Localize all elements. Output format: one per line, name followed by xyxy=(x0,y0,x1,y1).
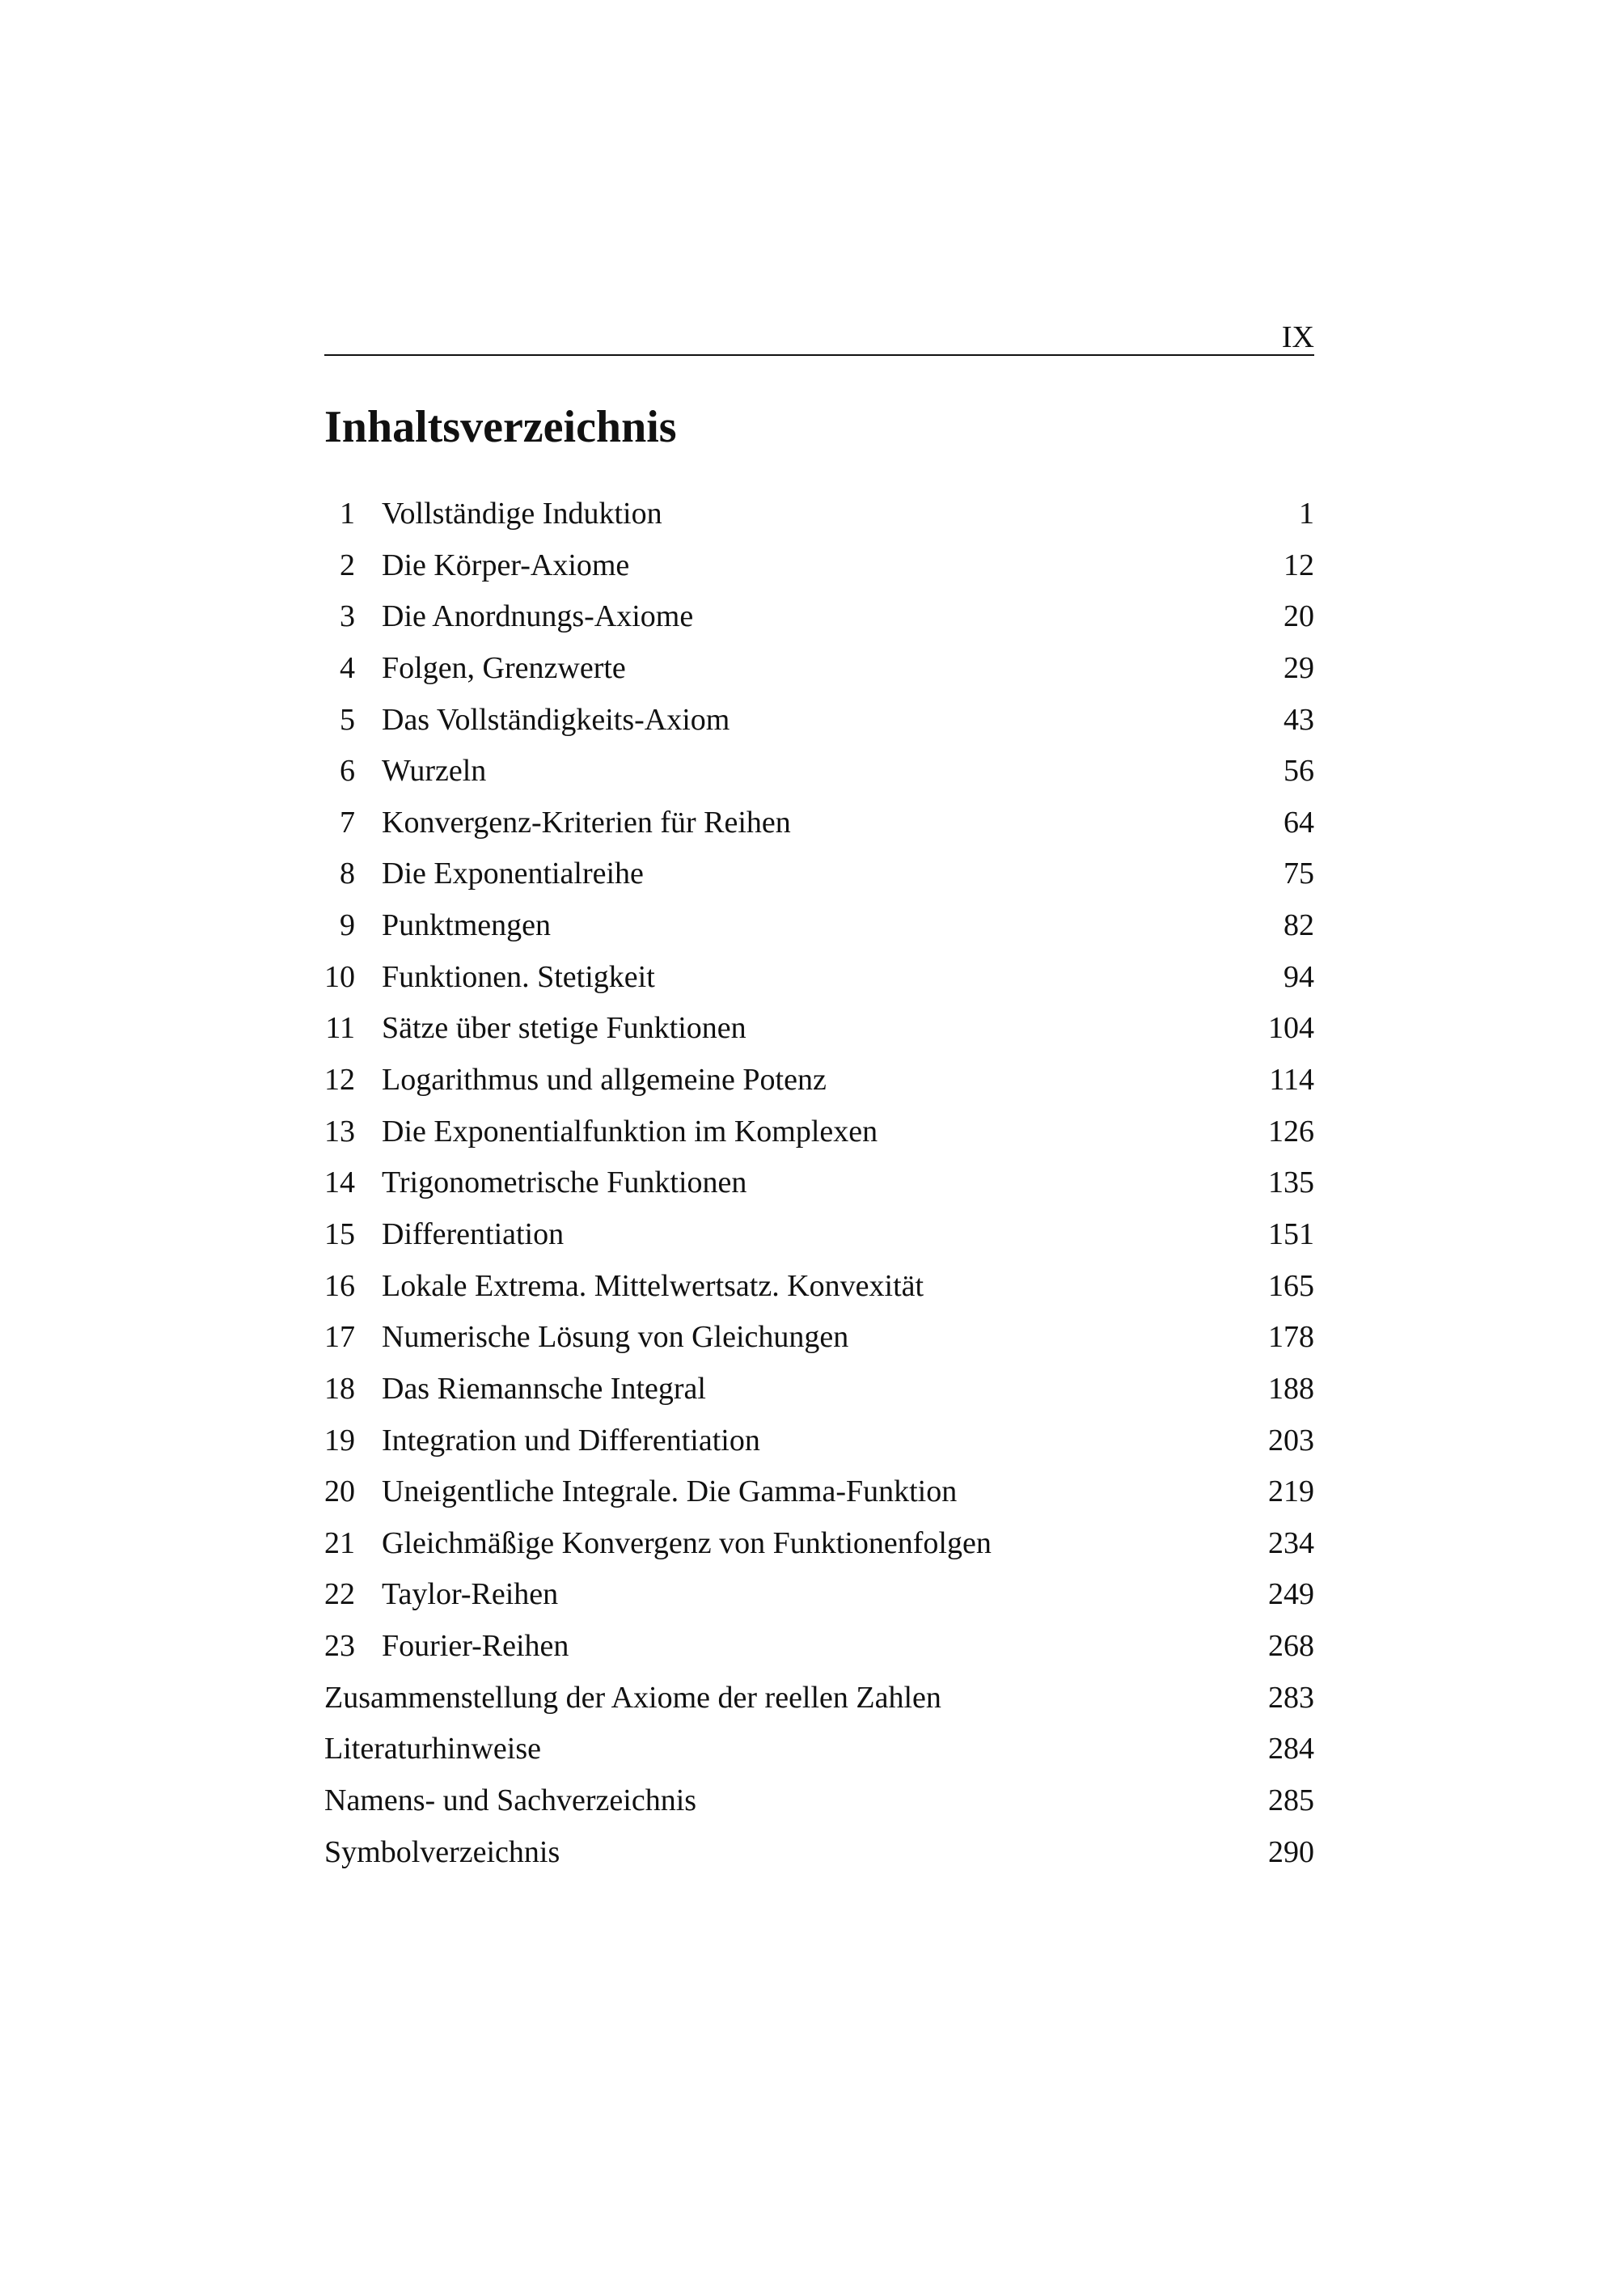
chapter-number: 12 xyxy=(324,1063,355,1098)
chapter-title: Sätze über stetige Funktionen xyxy=(382,1011,746,1046)
toc-chapter-5[interactable] xyxy=(324,695,1314,747)
chapter-title: Differentiation xyxy=(382,1216,565,1251)
header-rule xyxy=(324,354,1314,356)
appendix-page: 285 xyxy=(1268,1783,1314,1818)
chapter-title: Uneigentliche Integrale. Die Gamma-Funktion xyxy=(382,1474,958,1509)
chapter-number: 2 xyxy=(340,548,355,582)
chapter-number: 9 xyxy=(340,908,355,943)
toc-chapter-21[interactable] xyxy=(324,1518,1314,1570)
chapter-number: 6 xyxy=(340,754,355,789)
appendix-title: Namens- und Sachverzeichnis xyxy=(324,1783,697,1818)
chapter-page: 12 xyxy=(1284,548,1314,582)
chapter-title: Taylor-Reihen xyxy=(382,1577,559,1612)
toc-chapter-18[interactable] xyxy=(324,1364,1314,1415)
chapter-title: Das Riemannsche Integral xyxy=(382,1371,706,1406)
chapter-page: 64 xyxy=(1284,805,1314,840)
appendix-page: 290 xyxy=(1268,1834,1314,1869)
chapter-page: 188 xyxy=(1268,1371,1314,1406)
chapter-number: 15 xyxy=(324,1216,355,1251)
chapter-page: 29 xyxy=(1284,650,1314,685)
toc-chapter-16[interactable] xyxy=(324,1261,1314,1313)
chapter-title: Vollständige Induktion xyxy=(382,497,662,531)
chapter-title: Folgen, Grenzwerte xyxy=(382,650,626,685)
chapter-page: 1 xyxy=(1299,497,1314,531)
chapter-number: 7 xyxy=(340,805,355,840)
toc-chapter-10[interactable] xyxy=(324,952,1314,1004)
chapter-page: 135 xyxy=(1268,1166,1314,1200)
chapter-title: Die Exponentialreihe xyxy=(382,857,644,891)
chapter-title: Das Vollständigkeits-Axiom xyxy=(382,702,730,737)
chapter-page: 165 xyxy=(1268,1268,1314,1303)
chapter-number: 11 xyxy=(325,1011,355,1046)
chapter-page: 82 xyxy=(1284,908,1314,943)
chapter-page: 203 xyxy=(1268,1423,1314,1457)
toc-chapter-9[interactable] xyxy=(324,900,1314,952)
chapter-page: 75 xyxy=(1284,857,1314,891)
chapter-title: Konvergenz-Kriterien für Reihen xyxy=(382,805,791,840)
chapter-title: Wurzeln xyxy=(382,754,487,789)
chapter-number: 5 xyxy=(340,702,355,737)
toc-chapter-11[interactable] xyxy=(324,1003,1314,1055)
appendix-title: Symbolverzeichnis xyxy=(324,1834,560,1869)
chapter-title: Trigonometrische Funktionen xyxy=(382,1166,747,1200)
chapter-page: 249 xyxy=(1268,1577,1314,1612)
chapter-page: 94 xyxy=(1284,959,1314,994)
chapter-page: 43 xyxy=(1284,702,1314,737)
chapter-number: 10 xyxy=(324,959,355,994)
chapter-title: Die Körper-Axiome xyxy=(382,548,630,582)
chapter-title: Integration und Differentiation xyxy=(382,1423,760,1457)
chapter-page: 104 xyxy=(1268,1011,1314,1046)
chapter-number: 21 xyxy=(324,1525,355,1560)
chapter-number: 1 xyxy=(340,497,355,531)
chapter-title: Logarithmus und allgemeine Potenz xyxy=(382,1063,827,1098)
chapter-title: Die Exponentialfunktion im Komplexen xyxy=(382,1114,878,1149)
toc-chapter-6[interactable] xyxy=(324,746,1314,797)
toc-chapter-14[interactable] xyxy=(324,1157,1314,1209)
toc-chapter-19[interactable] xyxy=(324,1415,1314,1467)
toc-appendix-literatur[interactable] xyxy=(324,1724,1314,1775)
chapter-number: 19 xyxy=(324,1423,355,1457)
toc-chapter-22[interactable] xyxy=(324,1569,1314,1621)
chapter-page: 151 xyxy=(1268,1216,1314,1251)
appendix-title: Literaturhinweise xyxy=(324,1732,542,1766)
toc-chapter-8[interactable] xyxy=(324,848,1314,900)
toc-chapter-20[interactable] xyxy=(324,1466,1314,1518)
appendix-title: Zusammenstellung der Axiome der reellen Zahlen xyxy=(324,1680,941,1715)
chapter-number: 8 xyxy=(340,857,355,891)
toc-chapter-3[interactable] xyxy=(324,591,1314,643)
chapter-title: Funktionen. Stetigkeit xyxy=(382,959,655,994)
chapter-page: 178 xyxy=(1268,1320,1314,1355)
chapter-number: 16 xyxy=(324,1268,355,1303)
chapter-page: 56 xyxy=(1284,754,1314,789)
chapter-page: 20 xyxy=(1284,599,1314,634)
toc-chapter-13[interactable] xyxy=(324,1106,1314,1158)
chapter-page: 268 xyxy=(1268,1629,1314,1664)
chapter-number: 3 xyxy=(340,599,355,634)
chapter-number: 22 xyxy=(324,1577,355,1612)
chapter-number: 13 xyxy=(324,1114,355,1149)
toc-chapter-12[interactable] xyxy=(324,1055,1314,1106)
page-title: Inhaltsverzeichnis xyxy=(324,402,677,452)
toc-chapter-1[interactable] xyxy=(324,489,1314,540)
chapter-number: 20 xyxy=(324,1474,355,1509)
chapter-page: 126 xyxy=(1268,1114,1314,1149)
chapter-title: Gleichmäßige Konvergenz von Funktionenfolgen xyxy=(382,1525,992,1560)
chapter-page: 114 xyxy=(1269,1063,1314,1098)
toc-appendix-symbolverzeichnis[interactable] xyxy=(324,1827,1314,1879)
toc-appendix-axiome[interactable] xyxy=(324,1673,1314,1724)
toc-chapter-2[interactable] xyxy=(324,540,1314,592)
chapter-page: 219 xyxy=(1268,1474,1314,1509)
chapter-title: Lokale Extrema. Mittelwertsatz. Konvexität xyxy=(382,1268,924,1303)
chapter-title: Fourier-Reihen xyxy=(382,1629,569,1664)
toc-chapter-15[interactable] xyxy=(324,1209,1314,1261)
chapter-number: 17 xyxy=(324,1320,355,1355)
chapter-number: 23 xyxy=(324,1629,355,1664)
page-number: IX xyxy=(1281,320,1314,354)
chapter-page: 234 xyxy=(1268,1525,1314,1560)
toc-chapter-23[interactable] xyxy=(324,1621,1314,1673)
chapter-title: Punktmengen xyxy=(382,908,551,943)
chapter-number: 4 xyxy=(340,650,355,685)
chapter-title: Die Anordnungs-Axiome xyxy=(382,599,694,634)
chapter-number: 18 xyxy=(324,1371,355,1406)
toc-chapter-7[interactable] xyxy=(324,797,1314,849)
toc-appendix-sachverzeichnis[interactable] xyxy=(324,1775,1314,1827)
appendix-page: 283 xyxy=(1268,1680,1314,1715)
toc-chapter-17[interactable] xyxy=(324,1312,1314,1364)
table-of-contents xyxy=(324,489,1314,1878)
appendix-page: 284 xyxy=(1268,1732,1314,1766)
toc-chapter-4[interactable] xyxy=(324,643,1314,695)
chapter-number: 14 xyxy=(324,1166,355,1200)
chapter-title: Numerische Lösung von Gleichungen xyxy=(382,1320,849,1355)
